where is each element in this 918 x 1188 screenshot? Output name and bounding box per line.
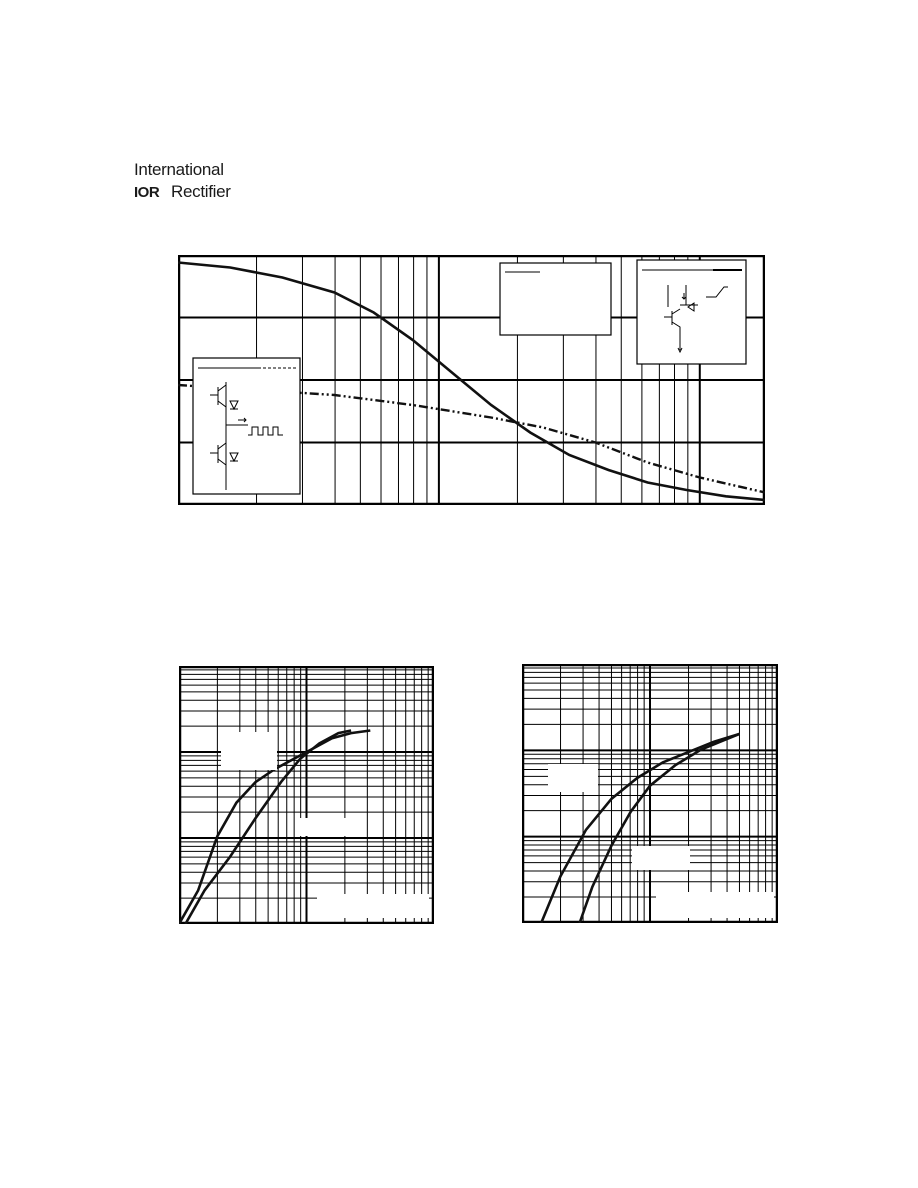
test-circuit-inset <box>637 260 746 364</box>
chart3-label-box-3 <box>656 892 774 918</box>
logo-international-text: International <box>134 160 224 179</box>
transfer-chart-left <box>179 666 434 924</box>
chart3-grid <box>522 664 778 923</box>
logo-ior-mark: IOR <box>134 184 160 201</box>
company-logo <box>134 160 244 206</box>
transfer-chart-right <box>522 664 778 923</box>
chart3-label-box-2 <box>632 846 690 870</box>
frequency-chart <box>178 255 765 505</box>
chart2-label-box-2 <box>299 818 351 836</box>
condition-label-box <box>500 263 611 335</box>
chart3-label-box-1 <box>548 764 598 792</box>
chart2-label-box-3 <box>317 894 429 918</box>
chart2-grid <box>179 666 434 924</box>
chart2-label-box-1 <box>221 732 277 770</box>
logo-rectifier-text: Rectifier <box>171 182 231 201</box>
half-bridge-schematic-inset <box>193 358 300 494</box>
